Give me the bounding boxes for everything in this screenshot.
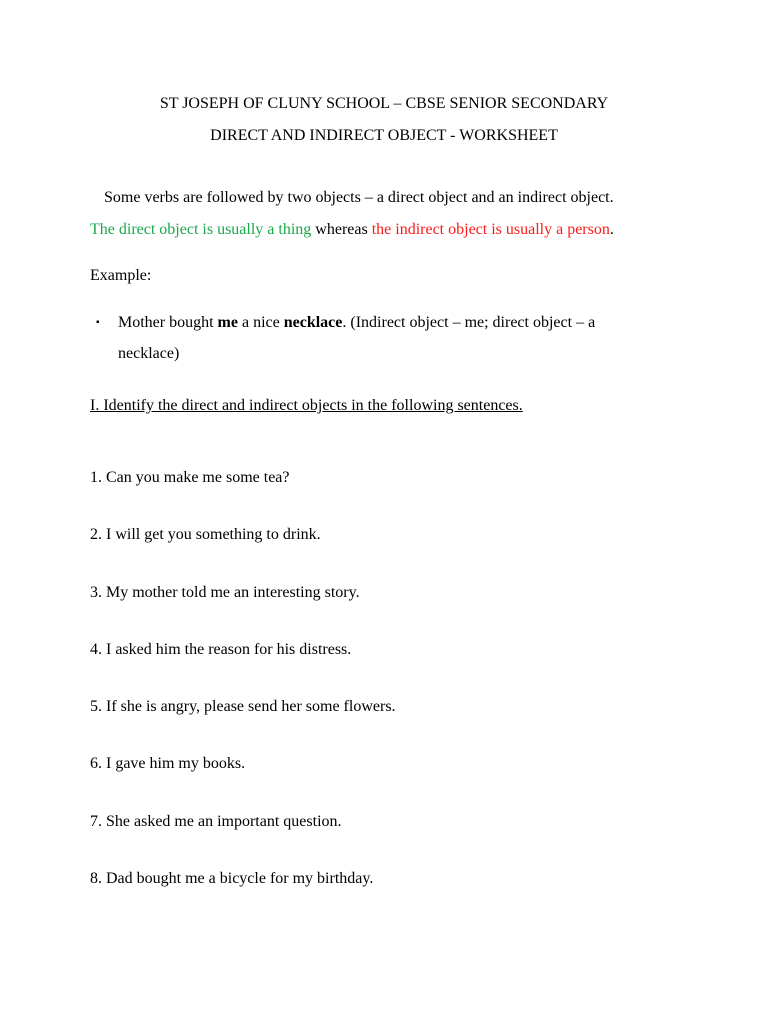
question-item: 4. I asked him the reason for his distress. — [90, 641, 352, 658]
question-item: 3. My mother told me an interesting story. — [90, 584, 360, 601]
intro-definition — [90, 220, 614, 240]
example-text-part: . (Indirect object – me; direct object – a — [342, 314, 596, 331]
question-item: 6. I gave him my books. — [90, 755, 246, 772]
definition-period: . — [609, 221, 614, 238]
question-item: 7. She asked me an important question. — [90, 813, 342, 830]
indirect-object-note: the indirect object is usually a person — [371, 221, 610, 238]
example-indirect-object: me — [217, 314, 238, 331]
school-name: ST JOSEPH OF CLUNY SCHOOL – CBSE SENIOR SECONDARY — [159, 95, 609, 112]
intro-line: Some verbs are followed by two objects – a direct object and an indirect object. — [104, 189, 614, 206]
section-instruction: I. Identify the direct and indirect objects in the following sentences. — [90, 397, 523, 414]
bullet-icon: ▪ — [96, 317, 100, 328]
connector-text: whereas — [311, 221, 372, 238]
direct-object-note: The direct object is usually a thing — [90, 221, 312, 238]
example-direct-object: necklace — [283, 314, 343, 331]
question-item: 8. Dad bought me a bicycle for my birthday. — [90, 870, 374, 887]
example-sentence-continued: necklace) — [118, 345, 180, 362]
example-label: Example: — [90, 267, 152, 284]
example-text-part: a nice — [237, 314, 284, 331]
question-item: 2. I will get you something to drink. — [90, 526, 321, 543]
worksheet-title: DIRECT AND INDIRECT OBJECT - WORKSHEET — [210, 127, 558, 144]
question-item: 1. Can you make me some tea? — [90, 469, 290, 486]
question-item: 5. If she is angry, please send her some flowers. — [90, 698, 396, 715]
example-sentence — [118, 313, 595, 333]
example-text-part: Mother bought — [118, 314, 218, 331]
